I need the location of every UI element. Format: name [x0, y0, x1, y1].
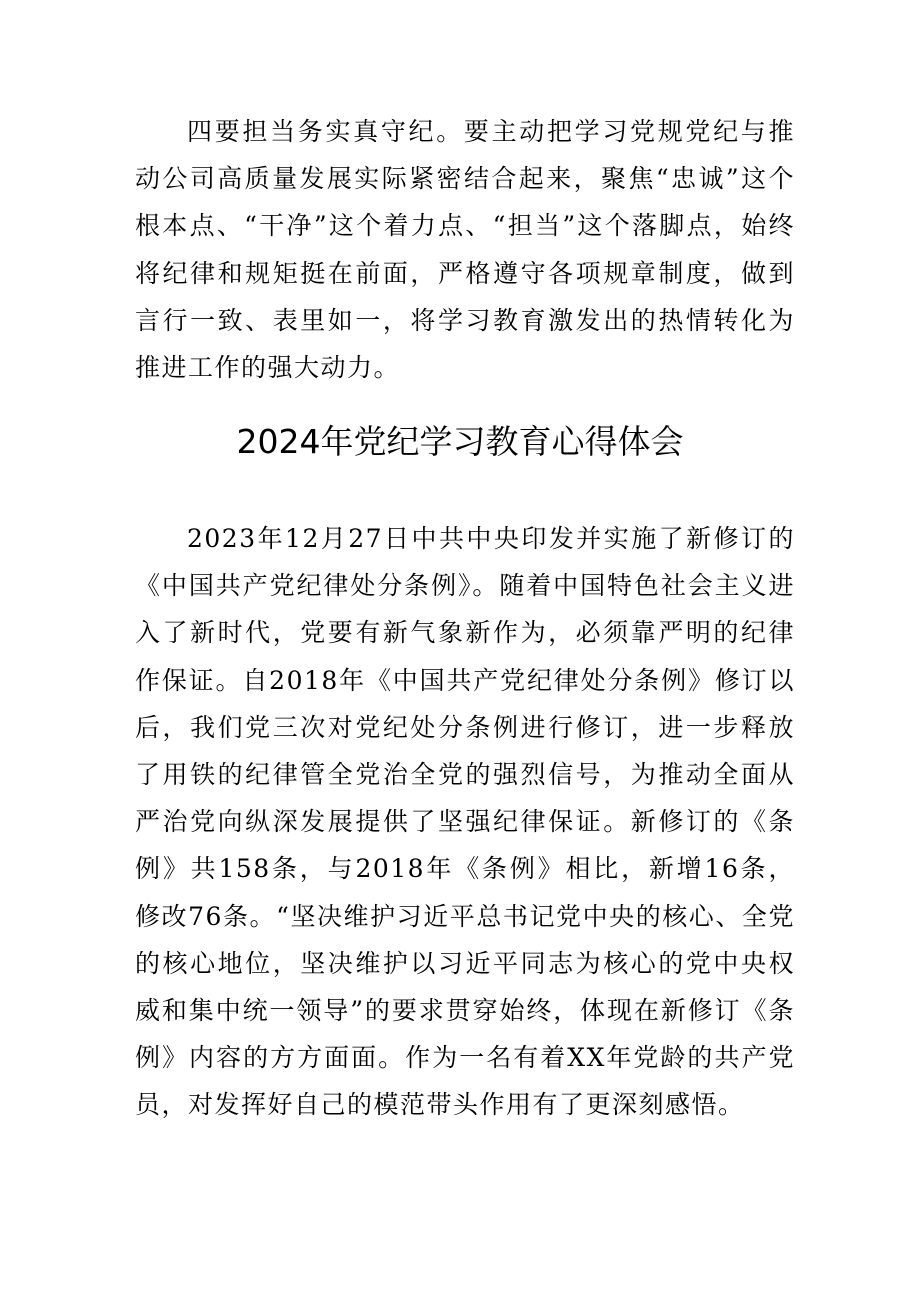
- paragraph-body: 2023年12月27日中共中央印发并实施了新修订的《中国共产党纪律处分条例》。随着中国特色社会主义进入了新时代，党要有新气象新作为，必须靠严明的纪律作保证。自2018年《中国共产党纪律处分条例》修订以后，我们党三次对党纪处分条例进行修订，进一步释放了用铁的纪律管全党治全党的强烈信号，为推动全面从严治党向纵深发展提供了坚强纪律保证。新修订的《条例》共158条，与2018年《条例》相比，新增16条，修改76条。“坚决维护习近平总书记党中央的核心、全党的核心地位，坚决维护以习近平同志为核心的党中央权威和集中统一领导”的要求贯穿始终，体现在新修订《条例》内容的方方面面。作为一名有着XX年党龄的共产党员，对发挥好自己的模范带头作用有了更深刻感悟。: [135, 524, 795, 1120]
- paragraph-top: 四要担当务实真守纪。要主动把学习党规党纪与推动公司高质量发展实际紧密结合起来，聚焦“忠诚”这个根本点、“干净”这个着力点、“担当”这个落脚点，始终将纪律和规矩挺在前面，严格遵守各项规章制度，做到言行一致、表里如一，将学习教育激发出的热情转化为推进工作的强大动力。: [135, 117, 795, 383]
- document-title: 2024年党纪学习教育心得体会: [236, 422, 684, 461]
